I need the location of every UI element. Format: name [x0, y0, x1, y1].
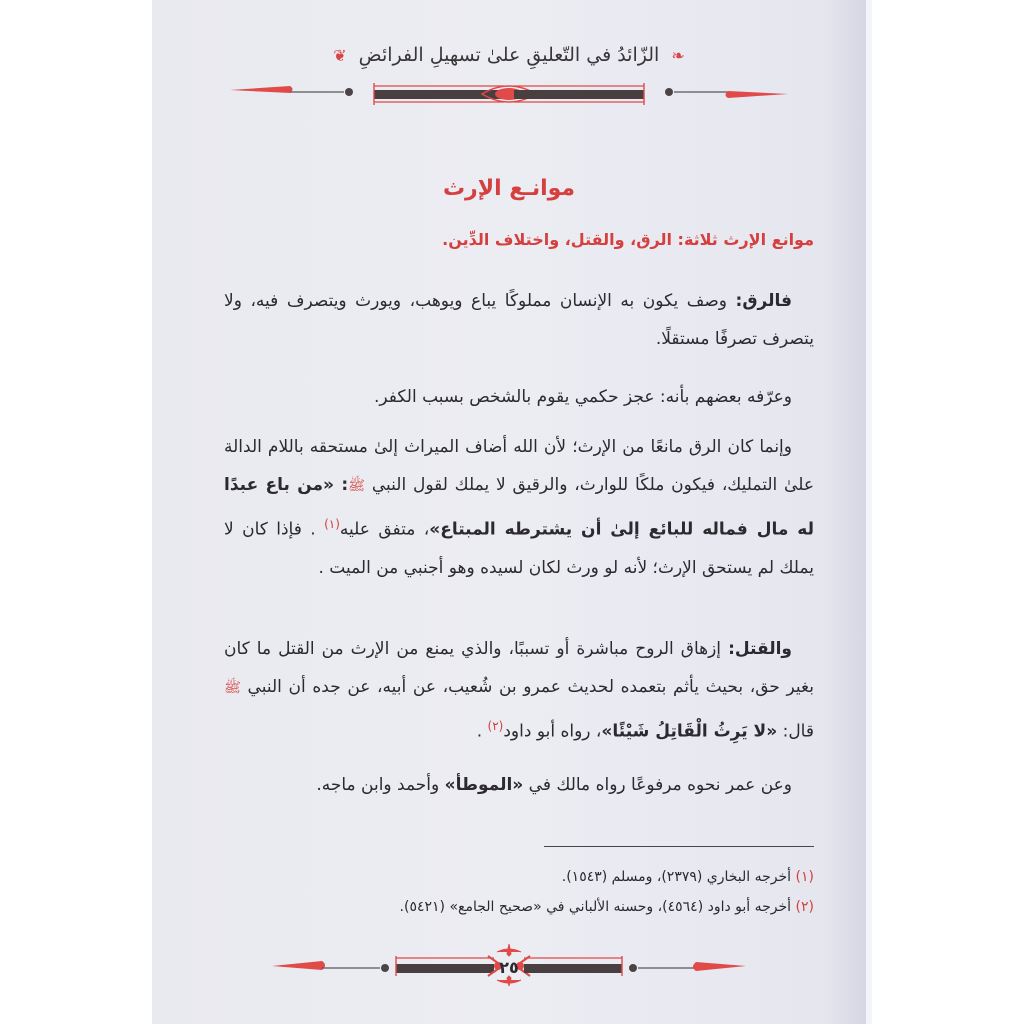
- paragraph-slavery: [224, 282, 814, 358]
- paragraph-text: وإنما كان الرق مانعًا من الإرث؛ لأن الله أضاف الميراث إلىٰ مستحقه باللام الدالة علىٰ التمليك، فيكون ملكًا للوارث، والرقيق لا يملك لقول النبي: [224, 437, 814, 495]
- paragraph-text: .: [476, 721, 488, 742]
- term-slavery: فالرق:: [735, 291, 792, 311]
- running-head: [152, 44, 866, 66]
- flourish-right-icon: ❧: [671, 46, 685, 65]
- paragraph-text: ، متفق عليه: [339, 519, 430, 540]
- ornament-dot-left: [381, 964, 389, 972]
- paragraph-text: وعرّفه بعضهم بأنه: عجز حكمي يقوم بالشخص بسبب الكفر.: [374, 387, 792, 407]
- section-title: موانـع الإرث: [442, 176, 576, 201]
- ornament-dot-left: [345, 88, 353, 96]
- salawat-glyph: ﷺ: [348, 478, 366, 494]
- book-title: «الموطأ»: [444, 775, 524, 795]
- ornament-spike-right: [726, 91, 789, 98]
- ornament-bottom-spire: [497, 976, 521, 986]
- footnote-1: [224, 862, 814, 892]
- paragraph-umar: [224, 766, 814, 804]
- ornament-dot-right: [629, 964, 637, 972]
- header-ornament: [152, 78, 866, 112]
- ornament-bar-left: [396, 964, 494, 973]
- paragraph-text: وعن عمر نحوه مرفوعًا رواه مالك في: [523, 775, 792, 795]
- ornament-bar-right: [514, 90, 644, 99]
- footnote-number: (٢): [795, 899, 814, 915]
- footnote-number: (١): [795, 869, 814, 885]
- page-number: ٢٥: [499, 958, 519, 977]
- paragraph-text: وأحمد وابن ماجه.: [316, 775, 445, 795]
- paragraph-killing: [224, 630, 814, 751]
- footnote-text: أخرجه أبو داود (٤٥٦٤)، وحسنه الألباني في «صحيح الجامع» (٥٤٢١).: [399, 899, 796, 915]
- ornament-dot-right: [665, 88, 673, 96]
- footnotes: [224, 862, 814, 922]
- salawat-glyph: ﷺ: [224, 680, 241, 696]
- paragraph-text: إزهاق الروح مباشرة أو تسببًا، والذي يمنع من الإرث من القتل ما كان بغير حق، بحيث يأثم بتعمده لحديث عمرو بن شُعيب، عن أبيه، عن جده أن النبي: [224, 639, 814, 697]
- footnote-ref-2[interactable]: (٢): [487, 719, 504, 733]
- paragraph-reason: [224, 428, 814, 587]
- page-edge: [866, 0, 872, 1024]
- ornament-spike-right: [693, 962, 746, 971]
- lead-sentence-text: موانع الإرث ثلاثة: الرق، والقتل، واختلاف الدِّين.: [442, 230, 814, 249]
- footnote-text: أخرجه البخاري (٢٣٧٩)، ومسلم (١٥٤٣).: [561, 869, 796, 885]
- paragraph-text: ، رواه أبو داود: [503, 721, 602, 742]
- paragraph-definition: [224, 378, 814, 416]
- ornament-top-spire: [497, 944, 521, 956]
- flourish-left-icon: ❦: [333, 46, 347, 65]
- paragraph-text: وصف يكون به الإنسان مملوكًا يباع ويوهب، ويورث ويتصرف فيه، ولا يتصرف تصرفًا مستقلًا.: [224, 291, 814, 349]
- hadith-quote: «لا يَرِثُ الْقَاتِلُ شَيْئًا»: [601, 721, 778, 742]
- ornament-bar-left: [374, 90, 504, 99]
- hadith-quote: : «من باع عبدًا له مال فماله للبائع إلىٰ أن يشترطه المبتاع»: [224, 475, 814, 540]
- footnote-ref-1[interactable]: (١): [324, 517, 340, 531]
- running-head-title: الزّائدُ في التّعليقِ علىٰ تسهيلِ الفرائضِ: [358, 44, 660, 66]
- paragraph-text: قال:: [777, 721, 814, 742]
- footnote-2: [224, 892, 814, 922]
- ornament-spike-left: [272, 961, 325, 970]
- ornament-spike-left: [230, 86, 293, 93]
- lead-sentence: [224, 224, 814, 256]
- term-killing: والقتل:: [728, 639, 792, 659]
- paragraph-text: . فإذا كان لا يملك لم يستحق الإرث؛ لأنه لو ورث لكان لسيده وهو أجنبي من الميت .: [224, 519, 814, 578]
- book-page: [152, 0, 866, 1024]
- ornament-bar-right: [524, 964, 622, 973]
- footnote-divider: [544, 846, 814, 847]
